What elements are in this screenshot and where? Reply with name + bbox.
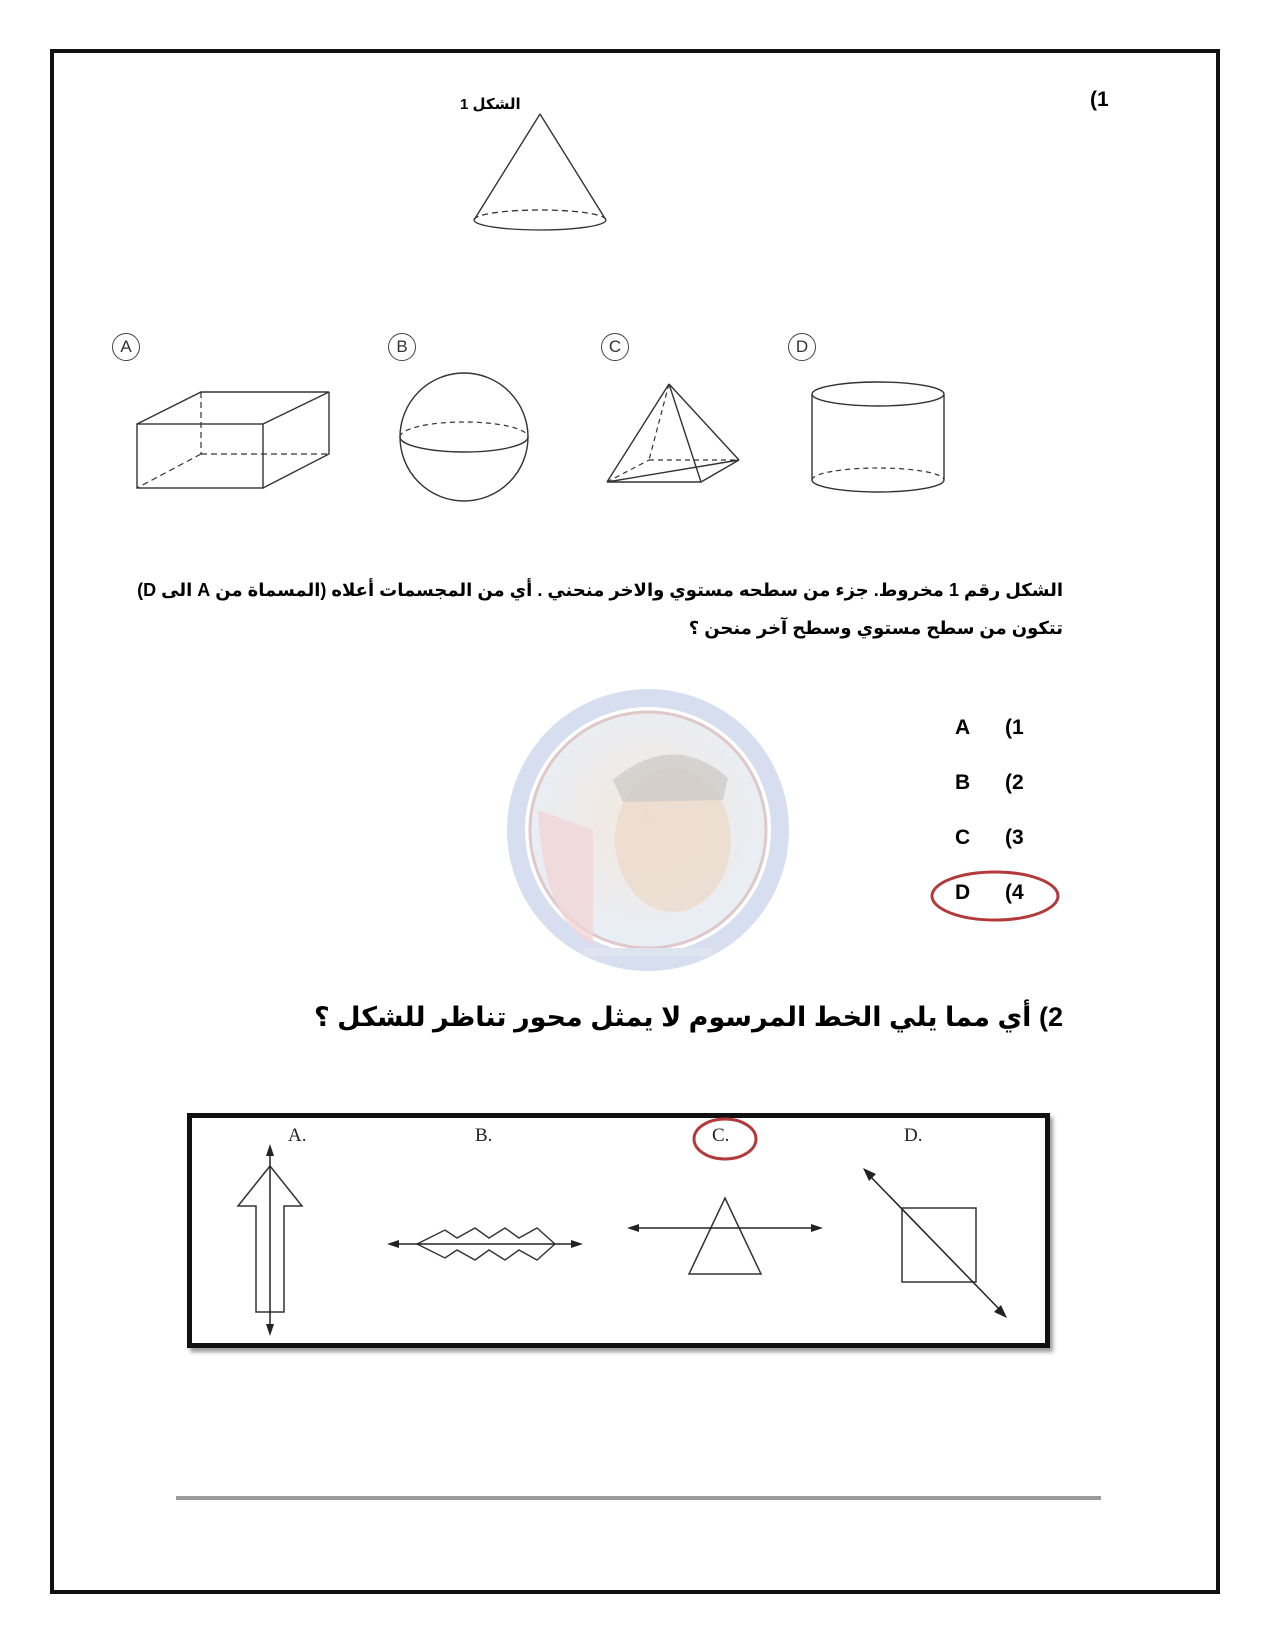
answer-option-1[interactable] — [955, 716, 1055, 746]
answer-letter-a: A — [955, 716, 971, 739]
answer-option-2[interactable] — [955, 771, 1055, 801]
symmetry-figure-a[interactable] — [230, 1142, 310, 1338]
figure-1-label: الشكل 1 — [460, 96, 521, 113]
watermark-seal — [483, 690, 813, 980]
pyramid-figure — [605, 382, 745, 487]
answer-letter-d: D — [955, 881, 971, 904]
symmetry-figure-b[interactable] — [385, 1222, 585, 1266]
answer-letter-c: C — [955, 826, 971, 849]
option-b-circle: B — [388, 333, 416, 361]
symmetry-figure-c[interactable] — [625, 1192, 825, 1278]
footer-divider — [176, 1496, 1101, 1500]
question-2-body: أي مما يلي الخط المرسوم لا يمثل محور تناظر للشكل ؟ — [313, 1002, 1032, 1032]
option-a-circle: A — [112, 333, 140, 361]
question-1-number: (1 — [1090, 88, 1109, 111]
answer-number-2: (2 — [1005, 771, 1024, 794]
answer-letter-b: B — [955, 771, 971, 794]
symmetry-option-b-label: B. — [475, 1125, 493, 1146]
symmetry-option-c-label: C. — [712, 1125, 730, 1146]
symmetry-option-a-label: A. — [288, 1125, 307, 1146]
answer-option-3[interactable] — [955, 826, 1055, 856]
symmetry-option-d-label: D. — [904, 1125, 923, 1146]
option-d-circle: D — [788, 333, 816, 361]
sphere-figure — [398, 372, 533, 502]
question-2-text — [314, 1002, 1063, 1033]
selected-option-c-circle — [690, 1115, 760, 1165]
rectangular-prism-figure — [135, 390, 335, 490]
answer-number-3: (3 — [1005, 826, 1024, 849]
question-1-text-line-2: تتكون من سطح مستوي وسطح آخر منحن ؟ — [688, 618, 1063, 638]
question-1-text-line-1: الشكل رقم 1 مخروط. جزء من سطحه مستوي والاخر منحني . أي من المجسمات أعلاه (المسماة من A الى D) — [137, 580, 1063, 600]
question-2-number: 2) — [1038, 1002, 1063, 1032]
selected-answer-circle — [925, 868, 1065, 924]
symmetry-figure-d[interactable] — [860, 1162, 1010, 1322]
cylinder-figure — [810, 380, 950, 495]
option-c-circle: C — [601, 333, 629, 361]
cone-figure — [470, 112, 620, 232]
answer-number-4: (4 — [1005, 881, 1024, 904]
answer-number-1: (1 — [1005, 716, 1024, 739]
